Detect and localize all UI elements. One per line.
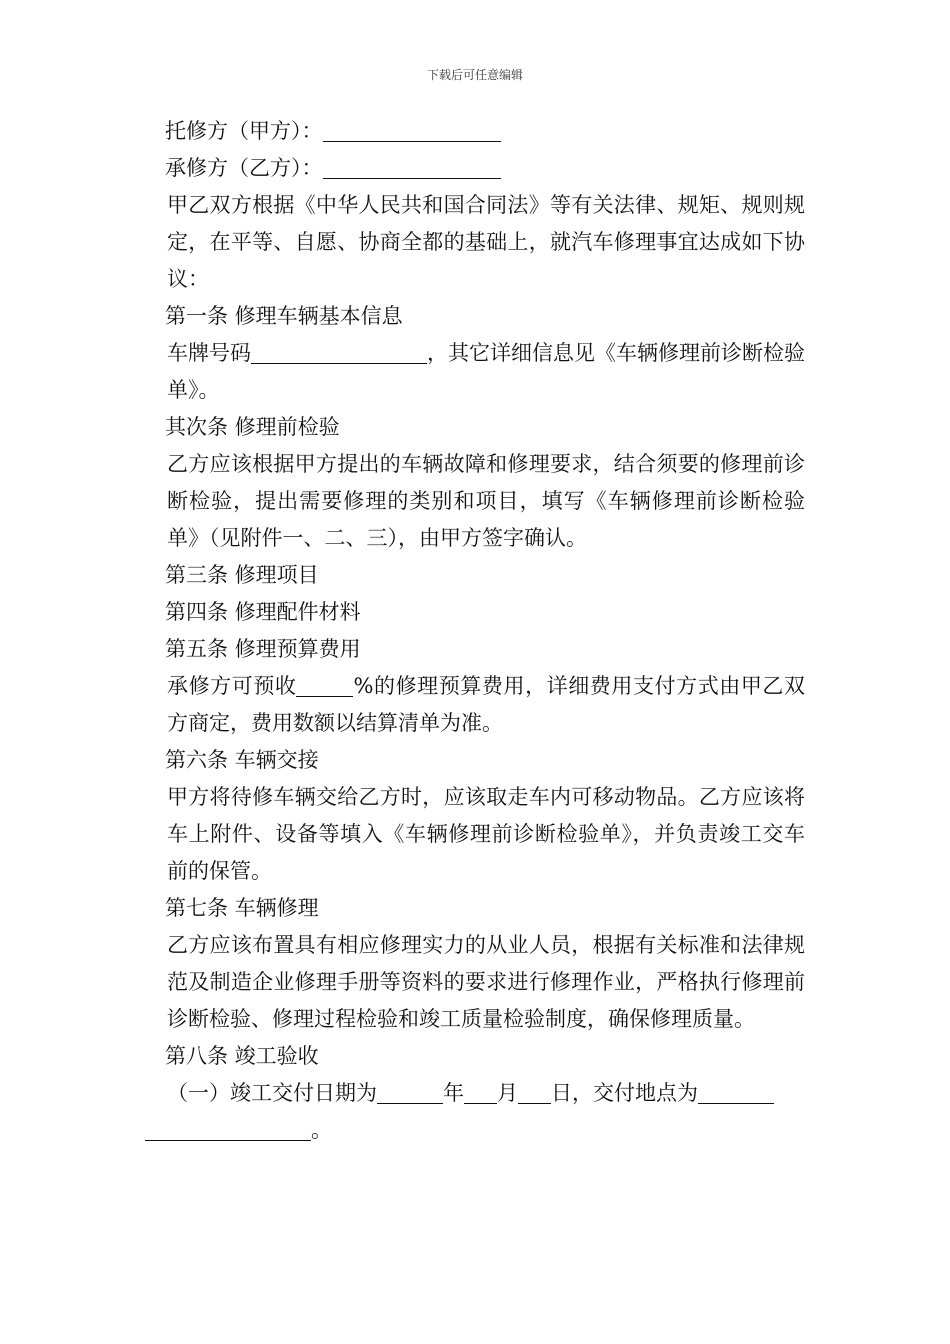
prepay-label: 承修方可预收 bbox=[167, 674, 297, 698]
contract-body bbox=[145, 113, 805, 1149]
contractor-line bbox=[145, 150, 805, 187]
article-1-body bbox=[145, 335, 805, 409]
client-label: 托修方（甲方）： bbox=[165, 119, 323, 143]
month-blank bbox=[464, 1081, 497, 1104]
plate-blank bbox=[251, 341, 427, 364]
article-1-tail: ，其它详细信息见《车辆修理前诊断检验单》。 bbox=[167, 341, 805, 402]
article-1-title: 第一条 修理车辆基本信息 bbox=[165, 304, 403, 328]
contractor-blank bbox=[323, 156, 501, 179]
contractor-label: 承修方（乙方）： bbox=[165, 156, 323, 180]
article-8-end: 。 bbox=[311, 1118, 332, 1142]
page-header: 下载后可任意编辑 bbox=[426, 68, 523, 82]
day-blank bbox=[518, 1081, 551, 1104]
article-6-title: 第六条 车辆交接 bbox=[165, 748, 319, 772]
article-8-title: 第八条 竣工验收 bbox=[165, 1044, 319, 1068]
client-blank bbox=[323, 119, 501, 142]
location-blank-1 bbox=[698, 1081, 774, 1104]
client-line bbox=[145, 113, 805, 150]
location-blank-2 bbox=[145, 1118, 311, 1141]
article-4-title: 第四条 修理配件材料 bbox=[165, 600, 361, 624]
day-location-label: 日，交付地点为 bbox=[551, 1081, 698, 1105]
plate-label: 车牌号码 bbox=[167, 341, 251, 365]
prepay-blank bbox=[296, 674, 353, 697]
article-2-body: 乙方应该根据甲方提出的车辆故障和修理要求，结合须要的修理前诊断检验，提出需要修理的类别和项目，填写《车辆修理前诊断检验单》（见附件一、二、三），由甲方签字确认。 bbox=[167, 452, 805, 550]
year-label: 年 bbox=[443, 1081, 464, 1105]
article-2-title: 其次条 修理前检验 bbox=[165, 415, 340, 439]
article-7-title: 第七条 车辆修理 bbox=[165, 896, 319, 920]
year-blank bbox=[377, 1081, 443, 1104]
month-label: 月 bbox=[497, 1081, 518, 1105]
article-7-body: 乙方应该布置具有相应修理实力的从业人员，根据有关标准和法律规范及制造企业修理手册等资料的要求进行修理作业，严格执行修理前诊断检验、修理过程检验和竣工质量检验制度，确保修理质量。 bbox=[167, 933, 805, 1031]
article-5-tail: %的修理预算费用，详细费用支付方式由甲乙双方商定，费用数额以结算清单为准。 bbox=[167, 674, 806, 735]
article-5-title: 第五条 修理预算费用 bbox=[165, 637, 361, 661]
article-6-body: 甲方将待修车辆交给乙方时，应该取走车内可移动物品。乙方应该将车上附件、设备等填入《车辆修理前诊断检验单》，并负责竣工交车前的保管。 bbox=[167, 785, 805, 883]
article-3-title: 第三条 修理项目 bbox=[165, 563, 319, 587]
article-8-item-1 bbox=[145, 1075, 805, 1149]
intro-paragraph: 甲乙双方根据《中华人民共和国合同法》等有关法律、规矩、规则规定，在平等、自愿、协商全都的基础上，就汽车修理事宜达成如下协议： bbox=[167, 193, 805, 291]
article-5-body bbox=[145, 668, 805, 742]
delivery-date-label: （一）竣工交付日期为 bbox=[167, 1081, 377, 1105]
